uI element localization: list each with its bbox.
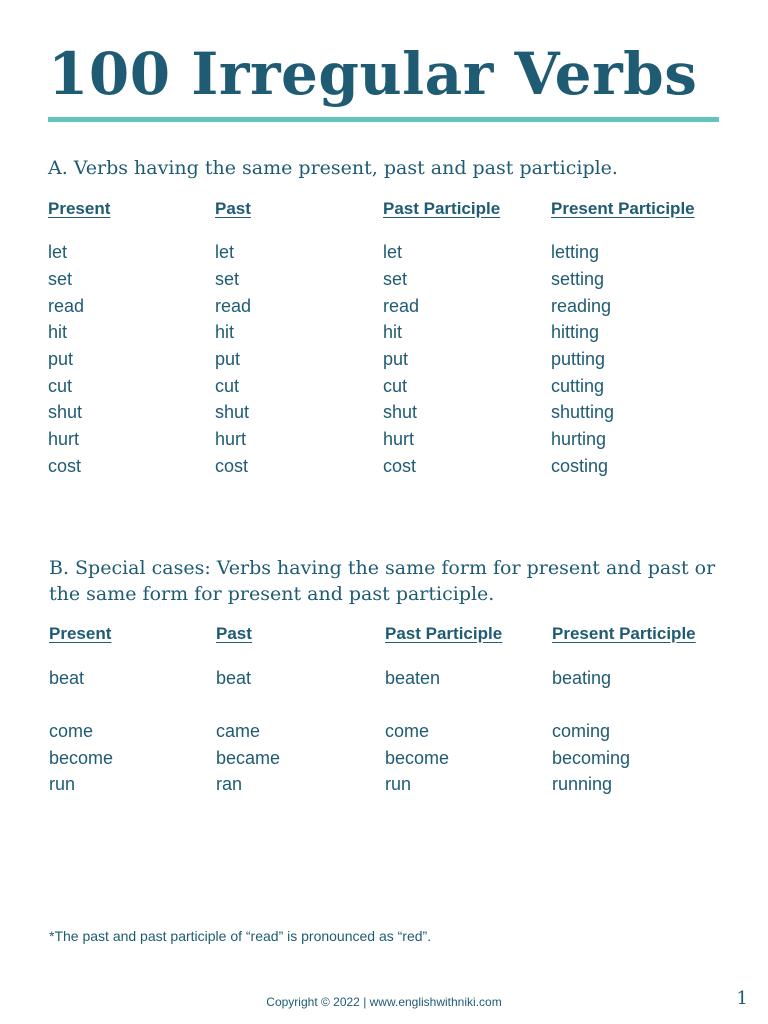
column-header: Past <box>216 624 252 643</box>
table-cell: ran <box>216 774 243 794</box>
table-cell: cut <box>215 376 240 396</box>
table-cell: become <box>49 748 114 768</box>
table-cell: cut <box>48 376 73 396</box>
table-cell: let <box>48 242 68 262</box>
table-cell: cutting <box>551 376 605 396</box>
table-cell: hitting <box>551 322 600 342</box>
table-cell: hit <box>215 322 235 342</box>
footnote: *The past and past participle of “read” is pronounced as “red”. <box>49 928 432 944</box>
column-header: Present <box>49 624 112 643</box>
table-cell: hurt <box>215 429 247 449</box>
table-cell: put <box>383 349 409 369</box>
table-cell: coming <box>552 721 611 741</box>
table-cell: run <box>385 774 412 794</box>
table-cell: putting <box>551 349 606 369</box>
table-cell: came <box>216 721 261 741</box>
table-cell: letting <box>551 242 600 262</box>
section-b-heading: B. Special cases: Verbs having the same form for present and past or the same form for present and past participle. <box>49 557 716 605</box>
table-cell: become <box>385 748 450 768</box>
table-cell: shut <box>48 402 83 422</box>
column-header: Present Participle <box>552 624 696 643</box>
column-header: Present Participle <box>551 199 695 218</box>
column-header: Present <box>48 199 111 218</box>
table-cell: costing <box>551 456 609 476</box>
column-header: Past Participle <box>385 624 503 643</box>
table-cell: hit <box>383 322 403 342</box>
table-cell: run <box>49 774 76 794</box>
table-cell: read <box>48 296 85 316</box>
table-cell: cost <box>383 456 417 476</box>
table-cell: cost <box>48 456 82 476</box>
table-cell: put <box>215 349 241 369</box>
table-cell: read <box>215 296 252 316</box>
table-cell: set <box>383 269 408 289</box>
table-cell: come <box>385 721 430 741</box>
table-cell: read <box>383 296 420 316</box>
table-cell: let <box>383 242 403 262</box>
table-cell: shut <box>383 402 418 422</box>
table-cell: became <box>216 748 281 768</box>
table-cell: set <box>215 269 240 289</box>
page-title: 100 Irregular Verbs <box>48 40 698 108</box>
table-cell: beaten <box>385 668 441 688</box>
page-number: 1 <box>736 988 748 1009</box>
table-cell: set <box>48 269 73 289</box>
table-cell: hit <box>48 322 68 342</box>
table-cell: beating <box>552 668 612 688</box>
table-cell: running <box>552 774 613 794</box>
section-a-heading: A. Verbs having the same present, past and past participle. <box>48 157 618 179</box>
column-header: Past Participle <box>383 199 501 218</box>
table-cell: hurting <box>551 429 607 449</box>
table-cell: hurt <box>48 429 80 449</box>
table-cell: cost <box>215 456 249 476</box>
table-cell: put <box>48 349 74 369</box>
table-cell: let <box>215 242 235 262</box>
table-cell: cut <box>383 376 408 396</box>
copyright: Copyright © 2022 | www.englishwithniki.com <box>266 995 502 1009</box>
table-cell: reading <box>551 296 612 316</box>
table-cell: come <box>49 721 94 741</box>
title-divider <box>48 117 719 122</box>
table-cell: beat <box>49 668 85 688</box>
table-cell: setting <box>551 269 605 289</box>
table-cell: shut <box>215 402 250 422</box>
table-cell: hurt <box>383 429 415 449</box>
table-cell: shutting <box>551 402 615 422</box>
column-header: Past <box>215 199 251 218</box>
table-cell: becoming <box>552 748 631 768</box>
table-cell: beat <box>216 668 252 688</box>
